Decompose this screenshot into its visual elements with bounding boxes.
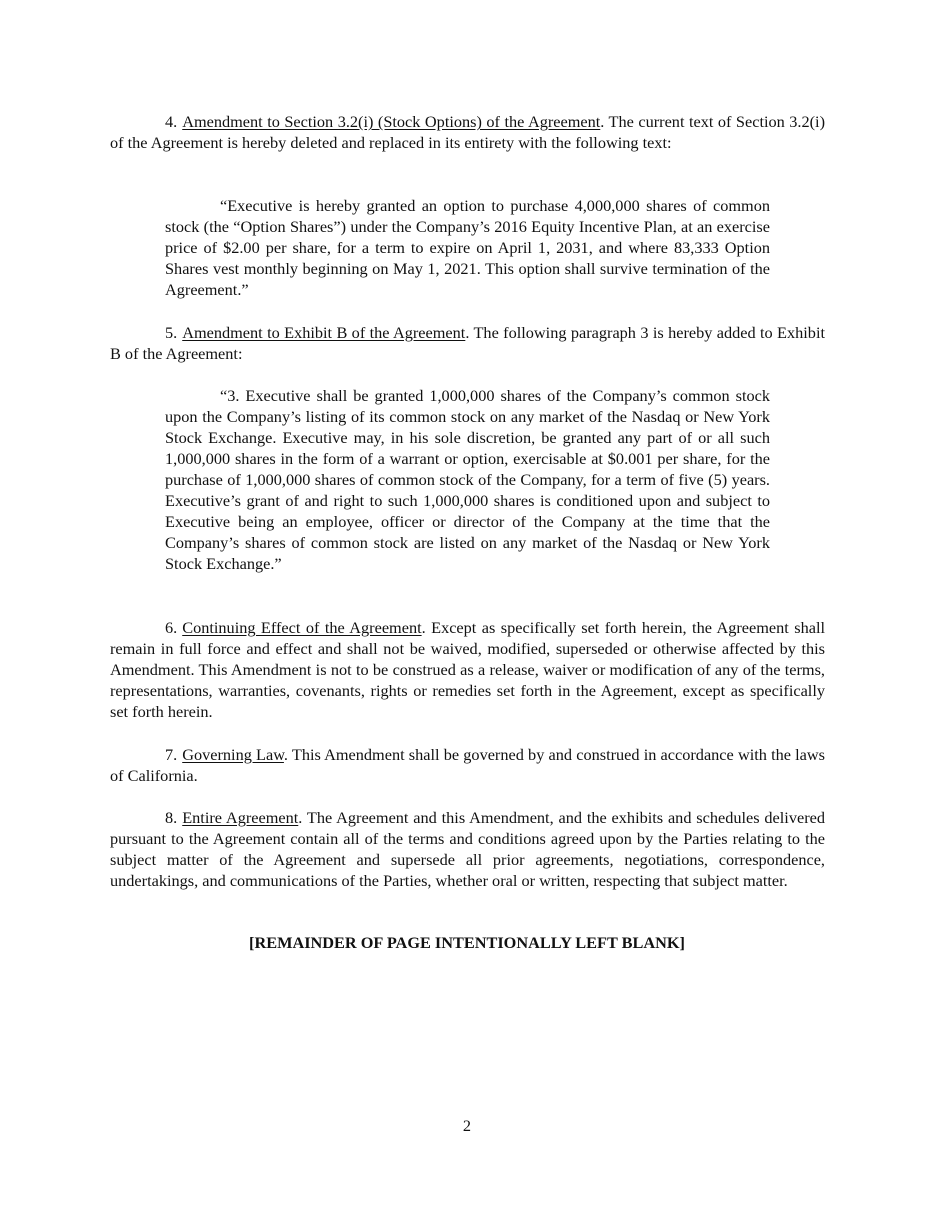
section-heading: Amendment to Exhibit B of the Agreement: [182, 323, 466, 342]
section-number: 5.: [165, 323, 178, 342]
section-4: [110, 111, 825, 153]
section-5: [110, 322, 825, 364]
section-8: [110, 807, 825, 891]
section-5-quote: “3. Executive shall be granted 1,000,000 shares of the Company’s common stock upon the Company’s listing of its common stock on any market of the Nasdaq or New York Stock Exchange. Executive may, in his sole discretion, be granted any part of or all such 1,000,000 shares in the form of a warrant or option, exercisable at $0.001 per share, for the purchase of 1,000,000 shares of common stock of the Company, for a term of five (5) years. Executive’s grant of and right to such 1,000,000 shares is conditioned upon and subject to Executive being an employee, officer or director of the Company at the time that the Company’s shares of common stock are listed on any market of the Nasdaq or New York Stock Exchange.”: [165, 386, 770, 573]
section-body: . The following paragraph 3 is hereby added to Exhibit B of the Agreement:: [110, 323, 825, 363]
section-body: . Except as specifically set forth herein, the Agreement shall remain in full force and effect and shall not be waived, modified, superseded or otherwise affected by this Amendment. This Amendment is not to be construed as a release, waiver or modification of any of the terms, representations, warranties, covenants, rights or remedies set forth in the Agreement, except as specifically set forth herein.: [110, 618, 825, 721]
section-heading: Governing Law: [182, 745, 284, 764]
remainder-notice: [REMAINDER OF PAGE INTENTIONALLY LEFT BLANK]: [249, 933, 685, 952]
section-number: 4.: [165, 112, 178, 131]
section-body: . This Amendment shall be governed by and construed in accordance with the laws of California.: [110, 745, 826, 785]
section-7: [110, 744, 825, 786]
section-number: 8.: [165, 808, 178, 827]
section-heading: Amendment to Section 3.2(i) (Stock Options) of the Agreement: [182, 112, 601, 131]
section-number: 6.: [165, 618, 178, 637]
section-body: . The current text of Section 3.2(i) of the Agreement is hereby deleted and replaced in its entirety with the following text:: [110, 112, 825, 152]
section-body: . The Agreement and this Amendment, and the exhibits and schedules delivered pursuant to the Agreement contain all of the terms and conditions agreed upon by the Parties relating to the subject matter of the Agreement and supersede all prior agreements, negotiations, correspondence, undertakings, and communications of the Parties, whether oral or written, respecting that subject matter.: [110, 808, 825, 890]
section-4-quote: “Executive is hereby granted an option to purchase 4,000,000 shares of common stock (the “Option Shares”) under the Company’s 2016 Equity Incentive Plan, at an exercise price of $2.00 per share, for a term to expire on April 1, 2031, and where 83,333 Option Shares vest monthly beginning on May 1, 2021. This option shall survive termination of the Agreement.”: [165, 196, 770, 299]
section-6: [110, 617, 825, 722]
section-heading: Entire Agreement: [182, 808, 299, 827]
page-number: 2: [462, 1116, 472, 1135]
section-heading: Continuing Effect of the Agreement: [182, 618, 422, 637]
section-number: 7.: [165, 745, 178, 764]
